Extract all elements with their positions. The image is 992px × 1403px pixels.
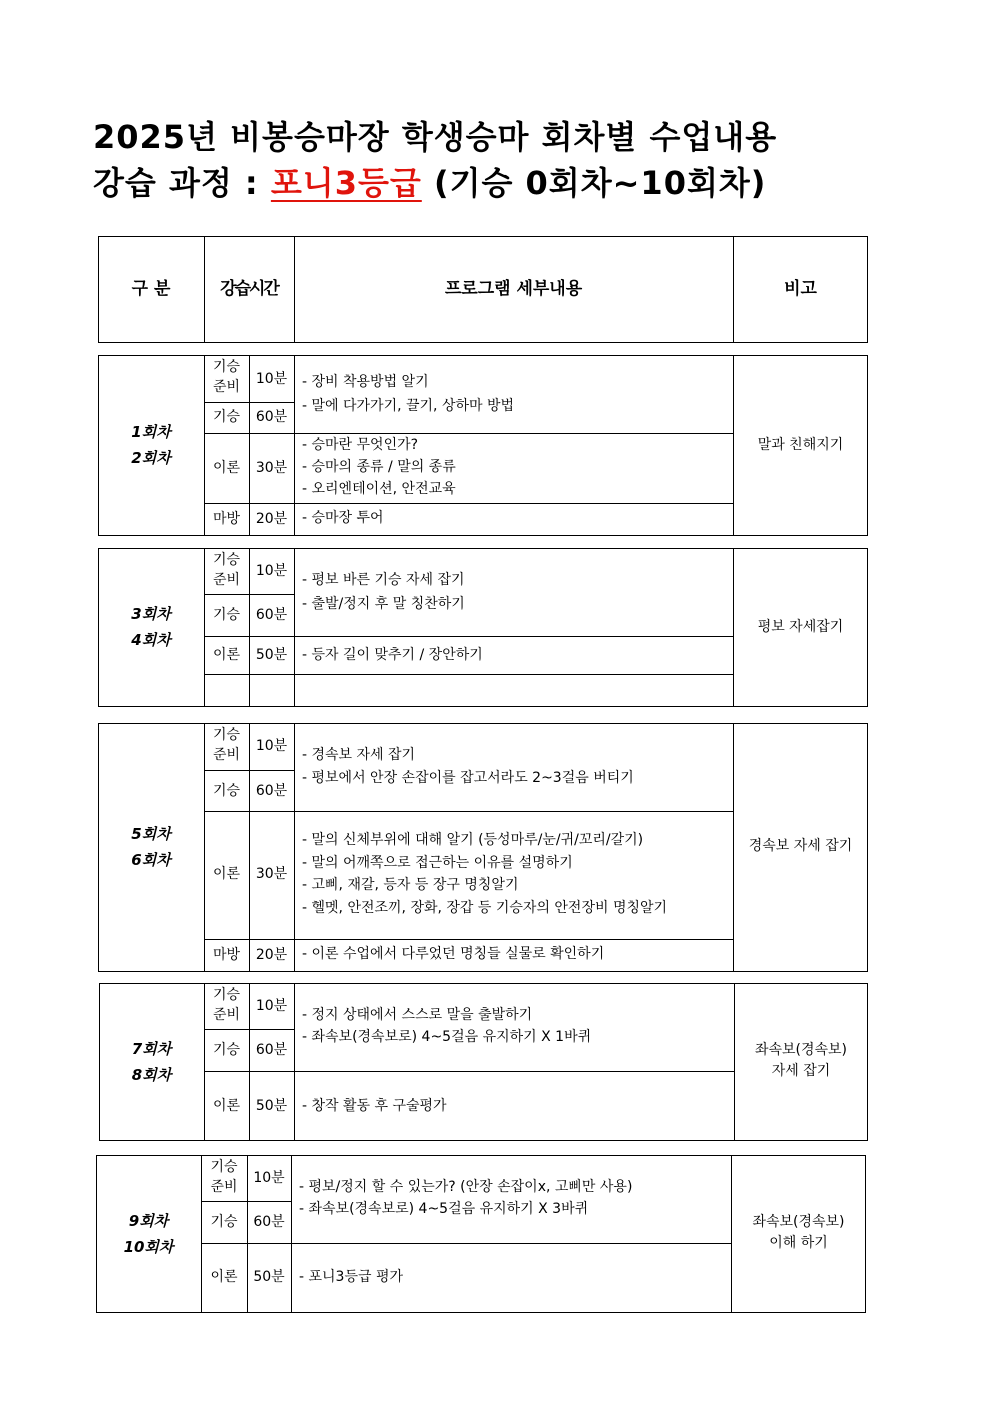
header-category: 구 분 [131,279,171,299]
row-time: 10분 [255,563,288,579]
content-item: - 승마란 무엇인가? [302,437,419,453]
row-type-prep: 기승 준비 [210,1159,238,1195]
note: 경속보 자세 잡기 [748,838,853,854]
note: 말과 친해지기 [757,437,844,453]
content-item: - 평보/정지 할 수 있는가? (안장 손잡이x, 고삐만 사용) [299,1179,633,1195]
session-label: 5회차 6회차 [131,825,171,869]
header-time: 강습시간 [220,279,278,299]
session-label: 3회차 4회차 [131,605,171,649]
row-type-ride: 기승 [212,1042,241,1058]
row-time: 50분 [253,1269,285,1285]
row-time: 20분 [255,511,288,527]
course-level-highlight: 포니3등급 [270,164,422,202]
row-type-prep: 기승 준비 [212,987,241,1023]
content-item: - 헬멧, 안전조끼, 장화, 장갑 등 기승자의 안전장비 명칭알기 [302,900,668,916]
note: 좌속보(경속보) 자세 잡기 [754,1042,848,1079]
row-time: 60분 [255,607,288,623]
content-item: - 정지 상태에서 스스로 말을 출발하기 [302,1007,533,1023]
row-time: 50분 [255,1098,288,1114]
row-type-theory: 이론 [210,1269,238,1285]
content-item: - 포니3등급 평가 [299,1269,404,1285]
row-time: 10분 [253,1170,285,1186]
session-label: 7회차 8회차 [131,1040,172,1084]
content-item: - 오리엔테이션, 안전교육 [302,481,456,497]
row-type-theory: 이론 [212,460,241,476]
row-time: 30분 [255,460,288,476]
content-item: - 평보에서 안장 손잡이를 잡고서라도 2~3걸음 버티기 [302,770,634,786]
row-type-ride: 기승 [212,783,241,799]
row-time: 50분 [255,647,288,663]
content-item: - 말의 어깨쪽으로 접근하는 이유를 설명하기 [302,855,573,871]
row-time: 10분 [255,371,288,387]
row-type-prep: 기승 준비 [212,727,241,763]
note: 좌속보(경속보) 이해 하기 [752,1214,845,1251]
content-item: - 승마장 투어 [302,510,384,526]
row-type-ride: 기승 [212,607,241,623]
row-type-prep: 기승 준비 [212,552,241,588]
session-label: 1회차 2회차 [131,423,171,467]
content-item: - 출발/정지 후 말 칭찬하기 [302,596,465,612]
row-time: 60분 [255,409,288,425]
row-type-theory: 이론 [212,1098,241,1114]
note: 평보 자세잡기 [757,619,844,635]
content-item: - 좌속보(경속보로) 4~5걸음 유지하기 X 1바퀴 [302,1029,592,1045]
content-item: - 등자 길이 맞추기 / 장안하기 [302,647,483,663]
row-time: 20분 [255,947,288,963]
row-time: 10분 [255,998,288,1014]
content-item: - 평보 바른 기승 자세 잡기 [302,572,465,588]
course-title [93,158,766,204]
content-item: - 경속보 자세 잡기 [302,747,416,763]
row-time: 60분 [255,1042,288,1058]
content-item: - 이론 수업에서 다루었던 명칭들 실물로 확인하기 [302,946,605,962]
content-item: - 말에 다가가기, 끌기, 상하마 방법 [302,398,515,414]
content-item: - 장비 착용방법 알기 [302,374,429,390]
course-range: (기승 0회차~10회차) [421,164,767,202]
row-time: 30분 [255,866,288,882]
row-time: 60분 [255,783,288,799]
course-label: 강습 과정 : [93,164,271,202]
page-title: 2025년 비봉승마장 학생승마 회차별 수업내용 [93,118,778,156]
content-item: - 좌속보(경속보로) 4~5걸음 유지하기 X 3바퀴 [299,1201,589,1217]
row-type-stable: 마방 [212,511,241,527]
content-item: - 창작 활동 후 구술평가 [302,1098,447,1114]
content-item: - 말의 신체부위에 대해 알기 (등성마루/눈/귀/꼬리/갈기) [302,832,644,848]
content-item: - 고삐, 재갈, 등자 등 장구 명칭알기 [302,877,519,893]
row-type-prep: 기승 준비 [212,359,241,395]
session-label: 9회차 10회차 [123,1212,174,1256]
row-type-ride: 기승 [210,1214,238,1230]
row-time: 60분 [253,1214,285,1230]
content-item: - 승마의 종류 / 말의 종류 [302,459,456,475]
row-type-theory: 이론 [212,866,241,882]
row-type-ride: 기승 [212,409,241,425]
row-time: 10분 [255,738,288,754]
header-program: 프로그램 세부내용 [444,279,583,299]
row-type-stable: 마방 [212,947,241,963]
row-type-theory: 이론 [212,647,241,663]
header-note: 비고 [784,279,817,299]
